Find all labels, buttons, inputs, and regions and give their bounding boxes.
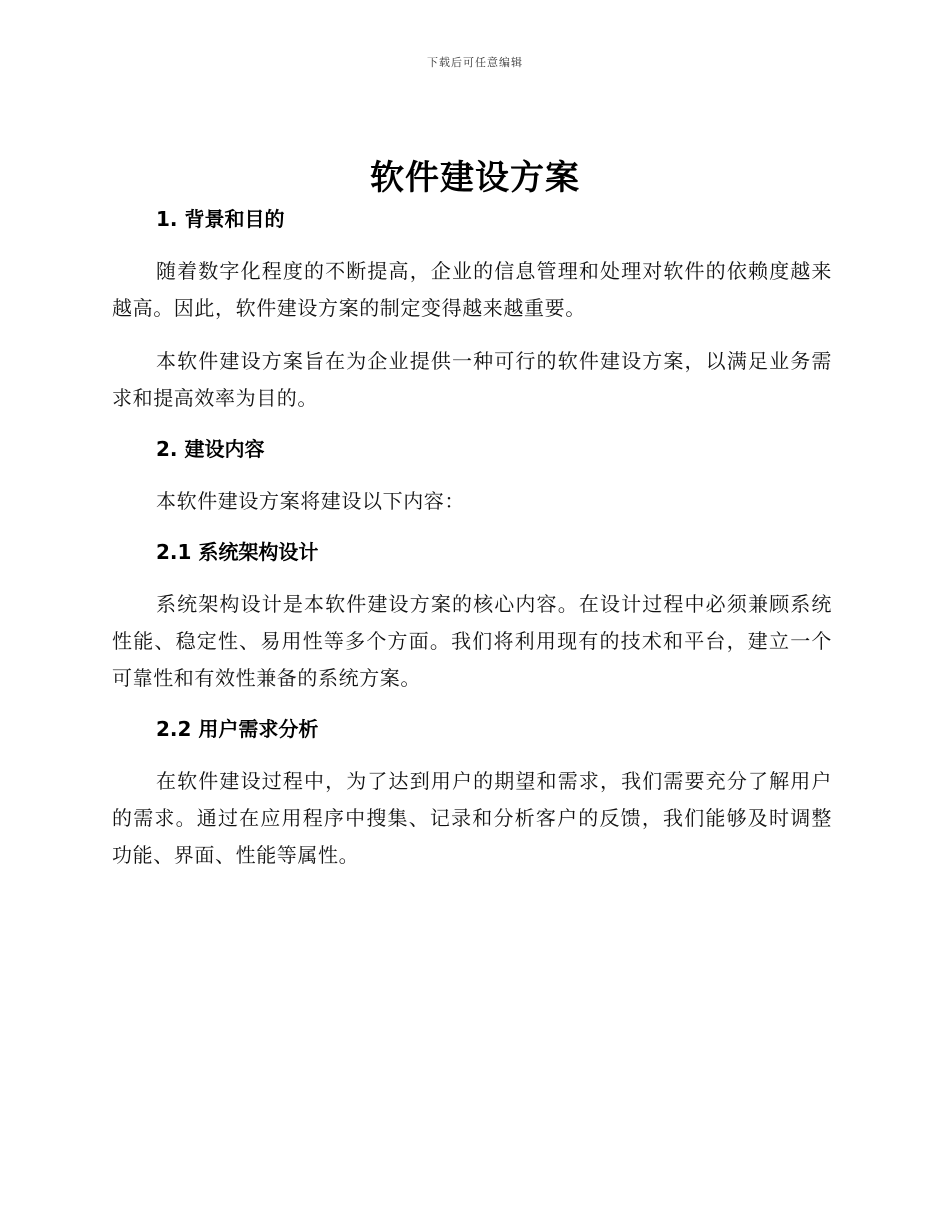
section-heading-architecture: 2.1 系统架构设计 (156, 540, 319, 564)
paragraph-construction-intro: 本软件建设方案将建设以下内容： (156, 489, 465, 513)
paragraph-background-1: 随着数字化程度的不断提高，企业的信息管理和处理对软件的依赖度越来越高。因此，软件建设方案的制定变得越来越重要。 (112, 259, 832, 320)
section-heading-requirements: 2.2 用户需求分析 (156, 717, 319, 741)
paragraph-background-2: 本软件建设方案旨在为企业提供一种可行的软件建设方案，以满足业务需求和提高效率为目的。 (112, 349, 832, 410)
section-heading-background: 1. 背景和目的 (156, 207, 285, 231)
paragraph-requirements: 在软件建设过程中，为了达到用户的期望和需求，我们需要充分了解用户的需求。通过在应用程序中搜集、记录和分析客户的反馈，我们能够及时调整功能、界面、性能等属性。 (112, 769, 832, 867)
section-heading-construction: 2. 建设内容 (156, 437, 265, 461)
paragraph-architecture: 系统架构设计是本软件建设方案的核心内容。在设计过程中必须兼顾系统性能、稳定性、易用性等多个方面。我们将利用现有的技术和平台，建立一个可靠性和有效性兼备的系统方案。 (112, 592, 832, 690)
document-body (112, 203, 832, 890)
page-header-note: 下载后可任意编辑 (427, 56, 523, 69)
document-title: 软件建设方案 (370, 158, 580, 198)
